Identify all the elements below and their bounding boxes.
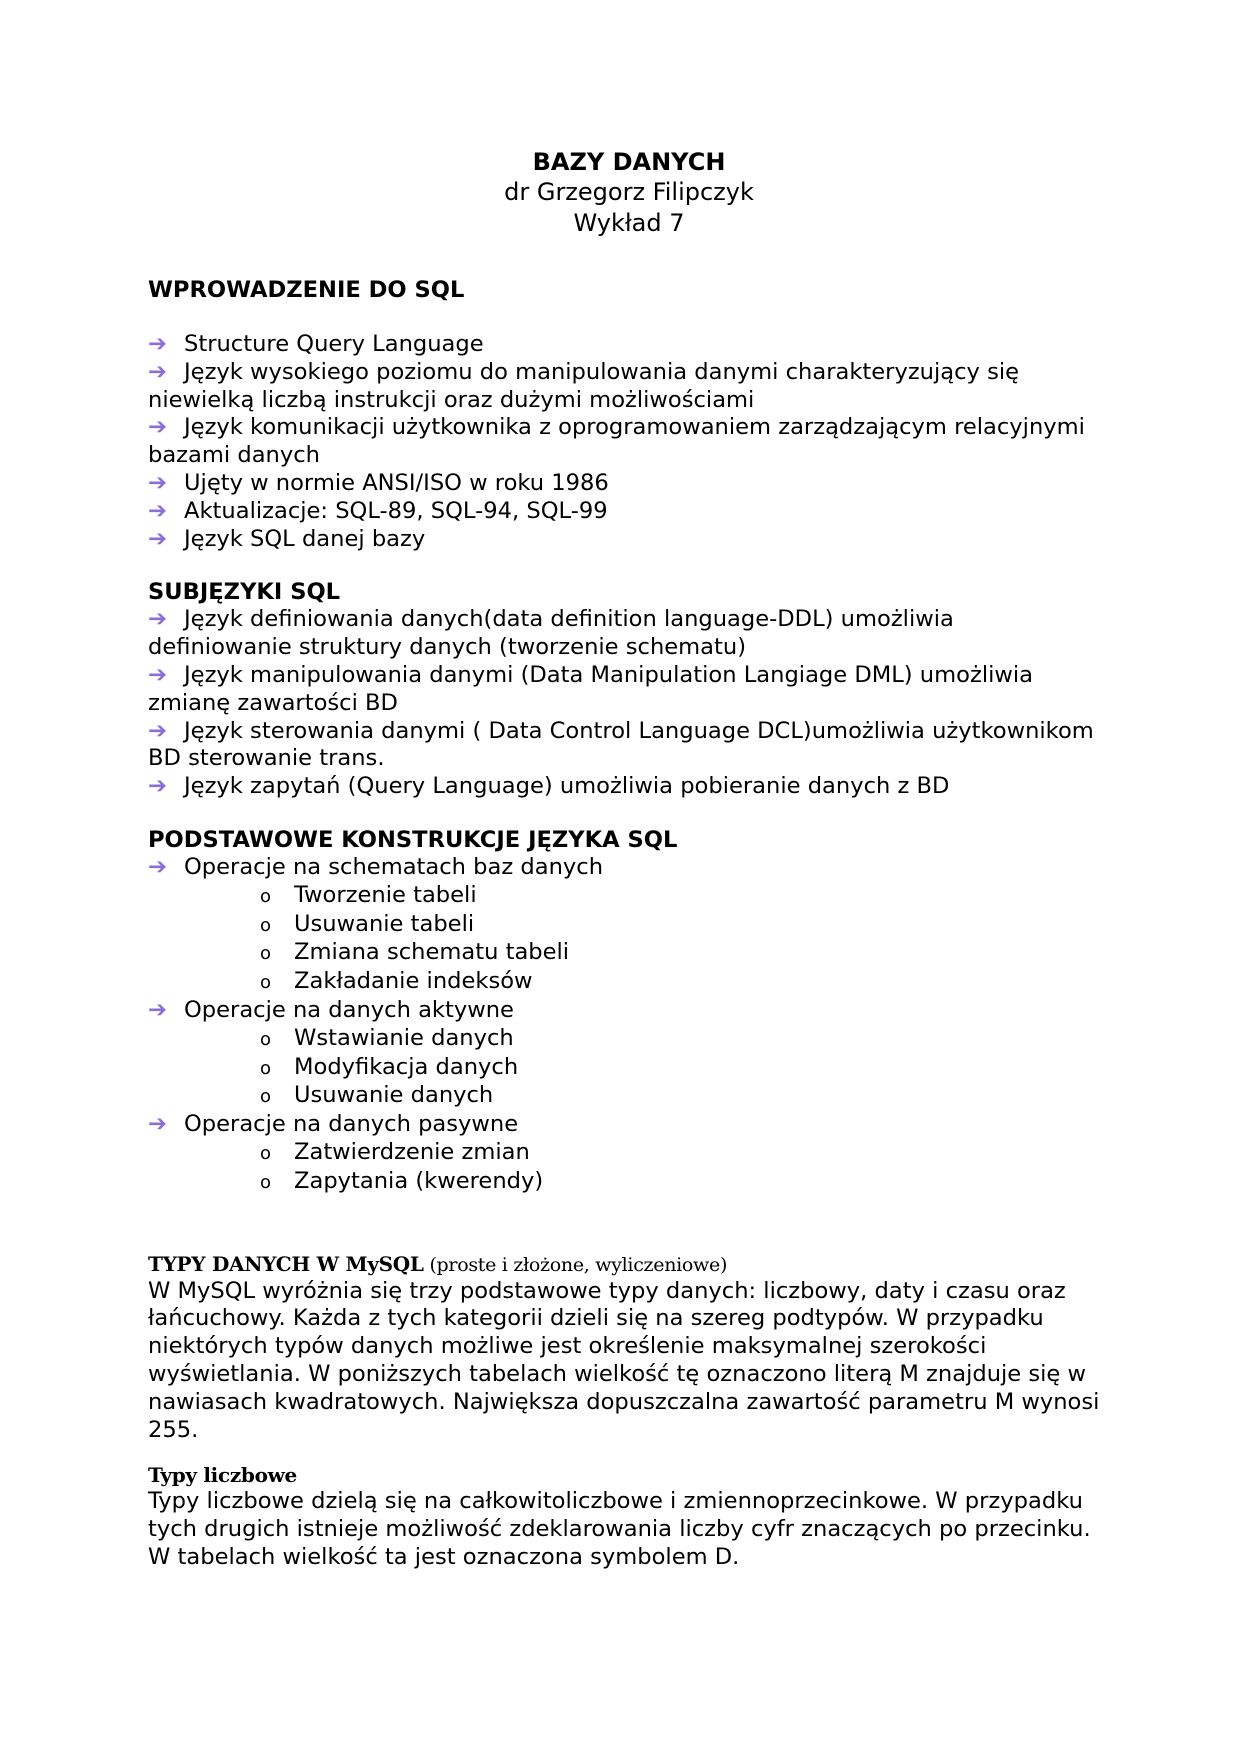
list-item: ➔ Structure Query Language [148,331,484,357]
types-paragraph: W MySQL wyróżnia się trzy podstawowe typy danych: liczbowy, daty i czasu oraz łańcuchowy. Każda z tych kategorii dzieli się na szereg podtypów. W przypadku niektórych typów danych możliwe jest określenie maksymalnej szerokości wyświetlania. W poniższych tabelach wielkość tę oznaczono literą M znajduje się w nawiasach kwadratowych. Największa dopuszczalna zawartość parametru M wynosi 255. [148,1277,1100,1443]
list-item: ➔ Język SQL danej bazy [148,525,426,552]
arrow-icon: ➔ [148,331,167,357]
arrow-icon: ➔ [148,414,167,441]
arrow-icon: ➔ [148,853,167,880]
arrow-icon: ➔ [148,469,167,496]
list-item: ➔ Aktualizacje: SQL-89, SQL-94, SQL-99 [148,497,608,524]
constructs-heading: PODSTAWOWE KONSTRUKCJE JĘZYKA SQL [148,826,678,853]
sub-list-item: o Tworzenie tabeli [148,882,1100,911]
sub-list-item: o Zmiana schematu tabeli [148,939,1100,968]
sub-list-item: o Usuwanie tabeli [148,911,1100,940]
circle-bullet-icon: o [260,885,272,907]
types-heading: TYPY DANYCH W MySQL (proste i złożone, wyliczeniowe) [148,1251,728,1276]
sub-list-item: o Wstawianie danych [148,1025,1100,1054]
circle-bullet-icon: o [260,1057,272,1079]
list-item: ➔ Język wysokiego poziomu do manipulowania danymi charakteryzujący się niewielką liczbą instrukcji oraz dużymi możliwościami [148,358,1020,413]
sub-list-item: o Modyfikacja danych [148,1054,1100,1083]
lecture-number: Wykład 7 [573,209,685,237]
list-item: ➔ Operacje na danych pasywne [148,1111,519,1138]
intro-heading: WPROWADZENIE DO SQL [148,277,465,303]
circle-bullet-icon: o [260,1142,272,1164]
sub-list-item: o Zatwierdzenie zmian [148,1139,1100,1168]
circle-bullet-icon: o [260,972,272,994]
arrow-icon: ➔ [148,717,167,744]
intro-list [148,331,1100,553]
arrow-icon: ➔ [148,773,167,800]
document-page [148,147,1100,1572]
document-author: dr Grzegorz Filipczyk [504,178,754,206]
circle-bullet-icon: o [260,1171,272,1193]
list-item: ➔ Operacje na danych aktywne [148,996,514,1023]
list-item: ➔ Ujęty w normie ANSI/ISO w roku 1986 [148,469,609,496]
sub-list-item: o Zapytania (kwerendy) [148,1168,1100,1197]
list-item: ➔ Język manipulowania danymi (Data Manipulation Langiage DML) umożliwia zmianę zawartości BD [148,661,1033,716]
arrow-icon: ➔ [148,358,167,385]
sub-list-item: o Usuwanie danych [148,1082,1100,1111]
arrow-icon: ➔ [148,661,167,688]
document-title: BAZY DANYCH [532,148,726,176]
numeric-types-paragraph: Typy liczbowe dzielą się na całkowitoliczbowe i zmiennoprzecinkowe. W przypadku tych drugich istnieje możliwość zdeklarowania liczby cyfr znaczących po przecinku. W tabelach wielkość ta jest oznaczona symbolem D. [148,1488,1091,1570]
circle-bullet-icon: o [260,1086,272,1108]
sublanguages-heading: SUBJĘZYKI SQL [148,579,341,606]
arrow-icon: ➔ [148,606,167,633]
numeric-types-heading: Typy liczbowe [148,1463,297,1488]
arrow-icon: ➔ [148,996,167,1023]
circle-bullet-icon: o [260,1028,272,1050]
list-item: ➔ Operacje na schematach baz danych [148,853,604,880]
sublanguages-list [148,606,1100,801]
arrow-icon: ➔ [148,497,167,524]
circle-bullet-icon: o [260,914,272,936]
sub-list-item: o Zakładanie indeksów [148,968,1100,997]
circle-bullet-icon: o [260,943,272,965]
title-block [158,147,1100,239]
list-item: ➔ Język komunikacji użytkownika z oprogramowaniem zarządzającym relacyjnymi bazami danych [148,414,1085,469]
list-item: ➔ Język definiowania danych(data definition language-DDL) umożliwia definiowanie struktury danych (tworzenie schematu) [148,606,954,661]
list-item: ➔ Język zapytań (Query Language) umożliwia pobieranie danych z BD [148,773,950,800]
constructs-list [148,854,1100,1197]
list-item: ➔ Język sterowania danymi ( Data Control Language DCL)umożliwia użytkownikom BD sterowanie trans. [148,717,1094,772]
arrow-icon: ➔ [148,525,167,552]
arrow-icon: ➔ [148,1111,167,1138]
